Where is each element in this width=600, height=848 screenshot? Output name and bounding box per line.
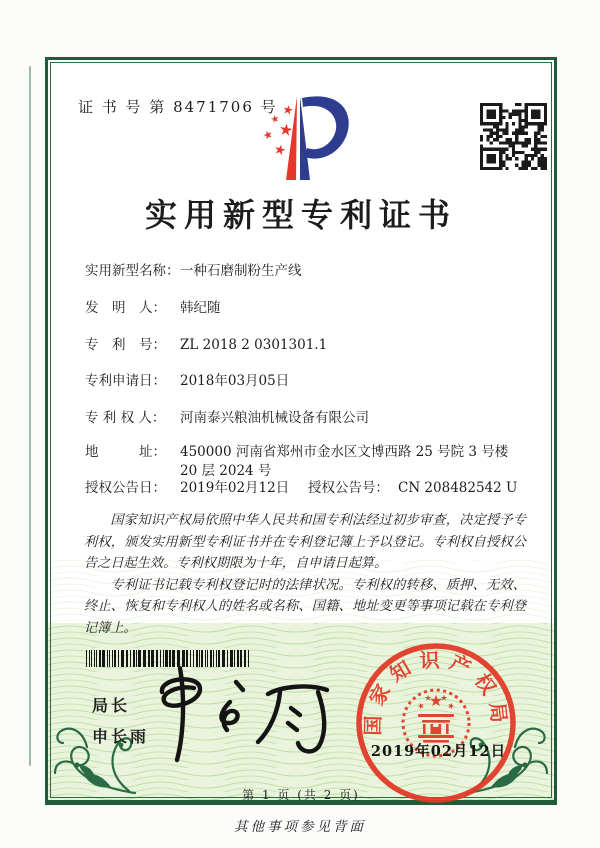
field-row-patent-no [85, 336, 529, 355]
svg-text:国家知识产权局 [361, 648, 512, 736]
back-side-note: 其他事项参见背面 [234, 819, 366, 835]
seal-text: 国家知识产权局 [360, 647, 513, 736]
field-row-filing-date [85, 372, 529, 391]
field-label: 专利申请日： [85, 373, 166, 389]
cnipa-logo-icon [244, 90, 356, 192]
field-row-name [85, 262, 529, 281]
legal-text [84, 510, 526, 639]
field-value: 河南泰兴粮油机械设备有限公司 [180, 410, 369, 426]
field-label: 授权公告号： [308, 480, 389, 496]
certificate-number: 证 书 号 第 8471706 号 [78, 98, 278, 116]
field-label: 发 明 人： [85, 300, 166, 316]
qr-code [480, 103, 547, 170]
legal-paragraph-2: 专利证书记载专利权登记时的法律状况。专利权的转移、质押、无效、终止、恢复和专利权人的姓名或名称、国籍、地址变更等事项记载在专利登记簿上。 [84, 577, 526, 636]
field-label: 专 利 权 人： [85, 410, 166, 426]
field-label: 实用新型名称： [85, 263, 180, 279]
field-value: 450000 河南省郑州市金水区文博西路 25 号院 3 号楼 20 层 2024 号 [180, 444, 509, 479]
field-label: 授权公告日： [85, 480, 166, 496]
field-value: CN 208482542 U [398, 480, 518, 496]
field-row-inventor [85, 299, 529, 318]
director-title: 局长 [92, 696, 131, 715]
seal-date: 2019年02月12日 [370, 743, 507, 760]
official-seal [351, 638, 521, 808]
page-number: 第 1 页 (共 2 页) [242, 788, 360, 802]
director-name: 申长雨 [92, 727, 150, 746]
scan-artifact-line [29, 66, 31, 766]
field-row-address [85, 443, 529, 481]
field-label: 地 址： [85, 444, 166, 460]
field-value: ZL 2018 2 0301301.1 [180, 337, 328, 353]
field-row-patentee [85, 409, 529, 428]
director-signature [140, 660, 375, 765]
field-value: 2018年03月05日 [180, 373, 290, 389]
field-label: 专 利 号： [85, 337, 166, 353]
field-value: 韩纪随 [180, 300, 221, 316]
field-value: 一种石磨制粉生产线 [180, 263, 302, 279]
field-pair-grant-no [308, 479, 517, 498]
legal-paragraph-1: 国家知识产权局依照中华人民共和国专利法经过初步审查，决定授予专利权，颁发实用新型专利证书并在专利登记簿上予以登记。专利权自授权公告之日起生效。专利权期限为十年，自申请日起算。 [84, 513, 526, 571]
field-value: 2019年02月12日 [180, 480, 290, 496]
certificate-title: 实用新型专利证书 [144, 196, 457, 234]
field-row-grant [85, 479, 529, 498]
certificate [45, 57, 557, 805]
